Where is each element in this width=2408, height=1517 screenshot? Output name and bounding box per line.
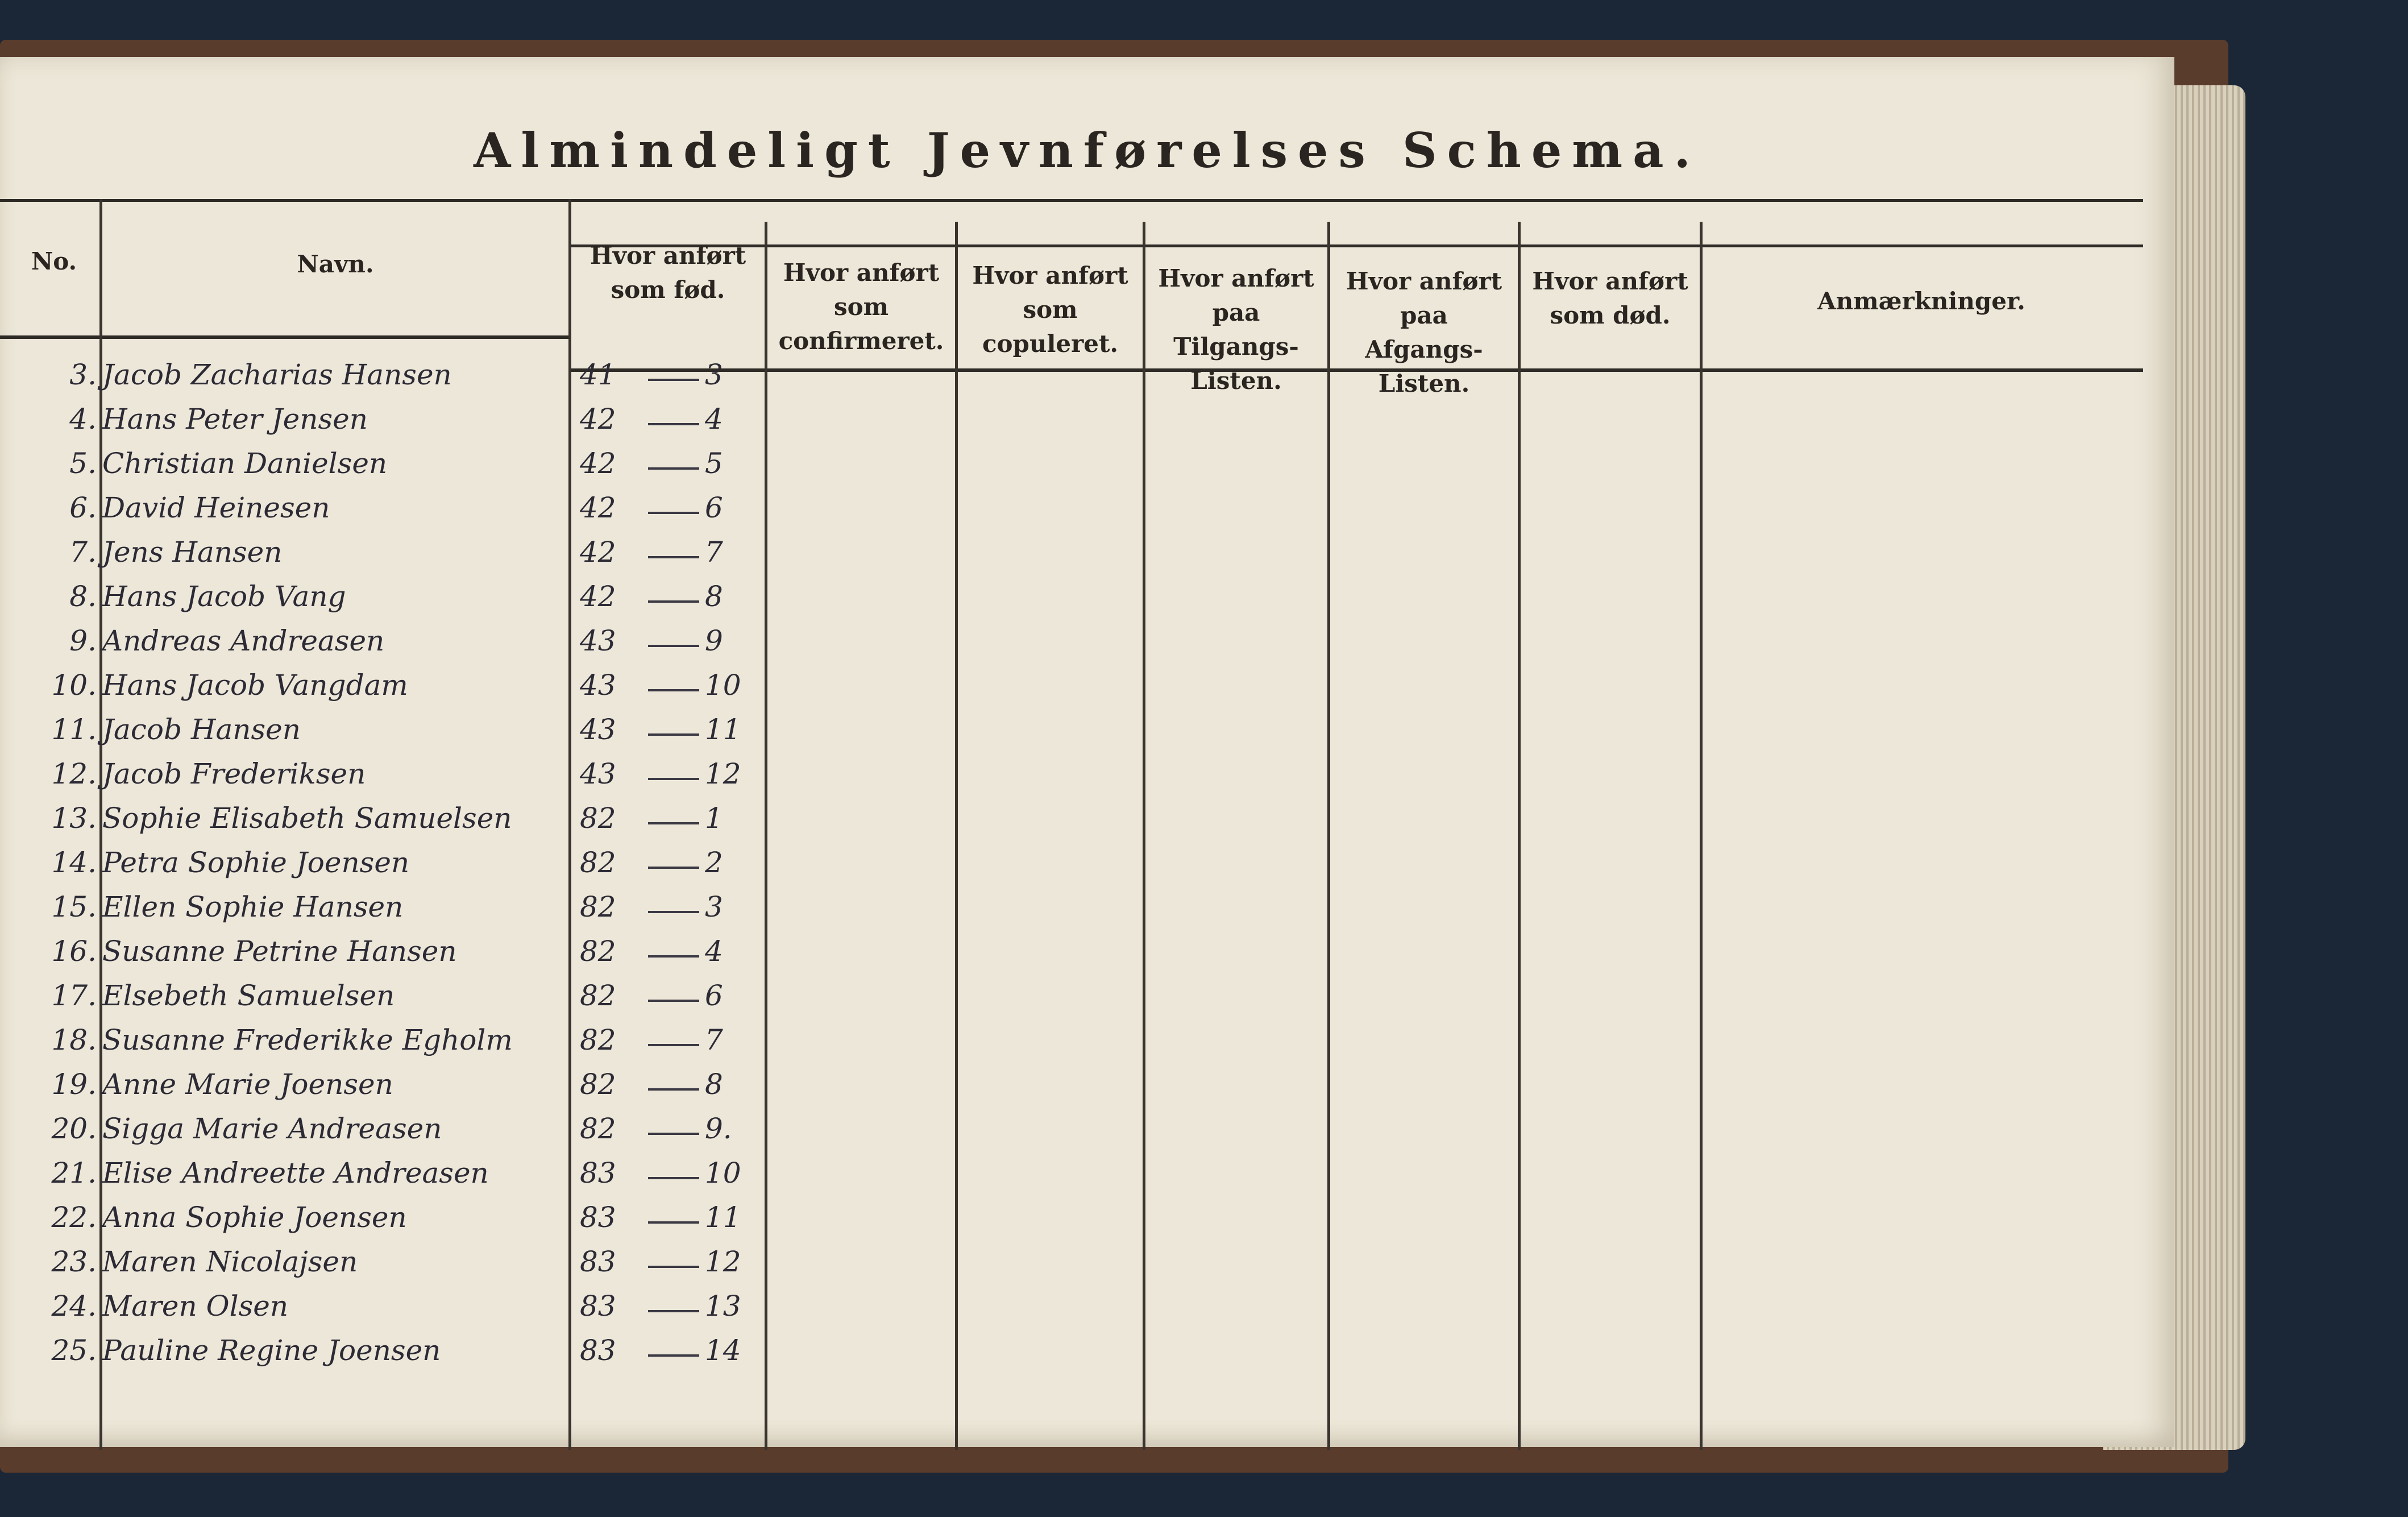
entry-year: 83	[580, 1157, 616, 1189]
header-confirmeret-line1: Hvor anført	[783, 259, 940, 287]
entry-name: Elsebeth Samuelsen	[102, 979, 395, 1012]
number-dash	[648, 645, 699, 647]
col-sep-afgang	[1518, 222, 1521, 1450]
header-rule-left	[0, 335, 568, 339]
entry-no: 16.	[51, 935, 97, 968]
entry-no: 18.	[51, 1023, 97, 1056]
entry-no: 10.	[51, 669, 97, 702]
header-no: No.	[31, 247, 77, 275]
number-dash	[648, 955, 699, 958]
entry-year: 41	[580, 358, 616, 391]
entry-name: Sigga Marie Andreasen	[102, 1112, 442, 1145]
entry-number: 10	[705, 669, 741, 702]
header-confirmeret	[767, 256, 955, 358]
number-dash	[648, 689, 699, 691]
entry-year: 43	[580, 669, 616, 702]
number-dash	[648, 1354, 699, 1357]
table-row	[0, 929, 773, 973]
header-navn: Navn.	[297, 250, 374, 278]
entry-year: 83	[580, 1245, 616, 1278]
number-dash	[648, 423, 699, 425]
entry-no: 5.	[69, 447, 97, 480]
entry-no: 11.	[51, 713, 97, 746]
table-row	[0, 486, 773, 530]
entry-number: 9.	[705, 1112, 732, 1145]
number-dash	[648, 512, 699, 514]
entry-number: 5	[705, 447, 723, 480]
entry-number: 8	[705, 580, 723, 613]
header-fod-line2: som fød.	[611, 276, 725, 304]
col-sep-tilgang	[1327, 222, 1330, 1450]
table-row	[0, 663, 773, 707]
header-copuleret-line2: som copuleret.	[982, 296, 1119, 358]
number-dash	[648, 379, 699, 381]
entry-number: 14	[705, 1334, 741, 1367]
number-dash	[648, 911, 699, 913]
entry-year: 82	[580, 979, 616, 1012]
entry-no: 24.	[51, 1290, 97, 1323]
entry-no: 14.	[51, 846, 97, 879]
entry-number: 7	[705, 1023, 723, 1056]
header-afgang-line1: Hvor anført paa	[1346, 267, 1502, 329]
table-row	[0, 353, 773, 397]
entry-no: 3.	[69, 358, 97, 391]
entry-number: 4	[705, 403, 723, 436]
entry-name: Christian Danielsen	[102, 447, 388, 480]
entry-no: 13.	[51, 802, 97, 835]
header-dod-line2: som død.	[1550, 301, 1671, 329]
table-row	[0, 1195, 773, 1240]
table-row	[0, 885, 773, 929]
entry-no: 19.	[51, 1068, 97, 1101]
entry-year: 83	[580, 1201, 616, 1234]
entry-name: David Heinesen	[102, 491, 330, 524]
entry-number: 11	[705, 1201, 741, 1234]
header-tilgang-line2: Tilgangs-Listen.	[1173, 333, 1299, 395]
entry-number: 3	[705, 890, 723, 923]
entry-name: Susanne Petrine Hansen	[102, 935, 457, 968]
table-row	[0, 619, 773, 663]
entry-name: Hans Jacob Vangdam	[102, 669, 408, 702]
entry-number: 9	[705, 624, 723, 657]
entry-number: 13	[705, 1290, 741, 1323]
entry-number: 10	[705, 1157, 741, 1189]
entry-name: Anne Marie Joensen	[102, 1068, 393, 1101]
header-afgang-line2: Afgangs-Listen.	[1365, 335, 1483, 397]
table-row	[0, 707, 773, 752]
number-dash	[648, 778, 699, 780]
number-dash	[648, 733, 699, 736]
table-row	[0, 1284, 773, 1328]
number-dash	[648, 822, 699, 824]
number-dash	[648, 1044, 699, 1046]
entry-year: 82	[580, 802, 616, 835]
entry-year: 42	[580, 491, 616, 524]
header-confirmeret-line2: som confirmeret.	[778, 293, 944, 355]
entry-year: 43	[580, 757, 616, 790]
number-dash	[648, 1221, 699, 1224]
table-row	[0, 1240, 773, 1284]
table-row	[0, 441, 773, 486]
header-tilgang	[1144, 262, 1328, 398]
table-row	[0, 796, 773, 840]
entry-name: Jacob Frederiksen	[102, 757, 366, 790]
entry-name: Andreas Andreasen	[102, 624, 385, 657]
entry-number: 12	[705, 1245, 741, 1278]
number-dash	[648, 1177, 699, 1179]
entry-name: Hans Jacob Vang	[102, 580, 346, 613]
entry-year: 42	[580, 403, 616, 436]
entry-number: 2	[705, 846, 723, 879]
entry-year: 82	[580, 1023, 616, 1056]
header-copuleret-line1: Hvor anført	[972, 262, 1128, 289]
entry-name: Jens Hansen	[102, 536, 283, 569]
entry-no: 25.	[51, 1334, 97, 1367]
table-row	[0, 574, 773, 619]
number-dash	[648, 1133, 699, 1135]
header-anmaerkninger: Anmærkninger.	[1817, 287, 2025, 315]
table-row	[0, 1151, 773, 1195]
entry-year: 82	[580, 846, 616, 879]
entry-no: 8.	[69, 580, 97, 613]
table-row	[0, 840, 773, 885]
page-title: Almindeligt Jevnførelses Schema.	[474, 122, 1701, 179]
entry-name: Pauline Regine Joensen	[102, 1334, 441, 1367]
number-dash	[648, 1266, 699, 1268]
entry-name: Maren Nicolajsen	[102, 1245, 358, 1278]
entry-name: Sophie Elisabeth Samuelsen	[102, 802, 512, 835]
entry-name: Elise Andreette Andreasen	[102, 1157, 489, 1189]
header-copuleret	[958, 259, 1143, 361]
col-sep-confirmeret	[955, 222, 958, 1450]
entry-year: 83	[580, 1290, 616, 1323]
entry-number: 7	[705, 536, 723, 569]
table-row	[0, 530, 773, 574]
entry-no: 6.	[69, 491, 97, 524]
table-row	[0, 397, 773, 441]
entry-number: 11	[705, 713, 741, 746]
header-afgang	[1330, 264, 1518, 401]
entry-year: 42	[580, 447, 616, 480]
entry-number: 12	[705, 757, 741, 790]
header-top-rule-right	[568, 244, 2143, 247]
entry-year: 82	[580, 935, 616, 968]
entry-no: 17.	[51, 979, 97, 1012]
header-dod-line1: Hvor anført	[1532, 267, 1688, 295]
entry-no: 22.	[51, 1201, 97, 1234]
header-fod	[574, 239, 762, 307]
entry-name: Maren Olsen	[102, 1290, 289, 1323]
table-row	[0, 752, 773, 796]
header-fod-line1: Hvor anført	[589, 242, 746, 270]
number-dash	[648, 1000, 699, 1002]
number-dash	[648, 600, 699, 603]
number-dash	[648, 1310, 699, 1312]
entry-year: 43	[580, 624, 616, 657]
entry-no: 9.	[69, 624, 97, 657]
entry-year: 83	[580, 1334, 616, 1367]
entry-number: 6	[705, 491, 723, 524]
entry-number: 8	[705, 1068, 723, 1101]
table-row	[0, 1062, 773, 1106]
entry-number: 3	[705, 358, 723, 391]
ledger-page	[0, 57, 2174, 1447]
col-sep-copuleret	[1143, 222, 1145, 1450]
entry-no: 4.	[69, 403, 97, 436]
number-dash	[648, 1088, 699, 1091]
entry-name: Jacob Zacharias Hansen	[102, 358, 452, 391]
entry-year: 42	[580, 536, 616, 569]
entry-year: 42	[580, 580, 616, 613]
entry-number: 4	[705, 935, 723, 968]
entry-year: 43	[580, 713, 616, 746]
entry-name: Ellen Sophie Hansen	[102, 890, 404, 923]
entry-number: 1	[705, 802, 723, 835]
header-dod	[1521, 264, 1700, 333]
entry-name: Susanne Frederikke Egholm	[102, 1023, 513, 1056]
entry-name: Jacob Hansen	[102, 713, 301, 746]
entry-number: 6	[705, 979, 723, 1012]
table-row	[0, 1106, 773, 1151]
entry-no: 12.	[51, 757, 97, 790]
entry-year: 82	[580, 1068, 616, 1101]
entry-name: Hans Peter Jensen	[102, 403, 368, 436]
entry-name: Anna Sophie Joensen	[102, 1201, 407, 1234]
number-dash	[648, 467, 699, 470]
number-dash	[648, 867, 699, 869]
col-sep-dod	[1700, 222, 1703, 1450]
entry-no: 20.	[51, 1112, 97, 1145]
top-rule	[0, 199, 2143, 202]
header-tilgang-line1: Hvor anført paa	[1158, 264, 1314, 326]
number-dash	[648, 556, 699, 558]
entry-no: 23.	[51, 1245, 97, 1278]
entry-year: 82	[580, 1112, 616, 1145]
entry-no: 15.	[51, 890, 97, 923]
table-row	[0, 1018, 773, 1062]
entry-year: 82	[580, 890, 616, 923]
table-row	[0, 973, 773, 1018]
entry-name: Petra Sophie Joensen	[102, 846, 410, 879]
entry-no: 21.	[51, 1157, 97, 1189]
entry-no: 7.	[69, 536, 97, 569]
table-row	[0, 1328, 773, 1373]
